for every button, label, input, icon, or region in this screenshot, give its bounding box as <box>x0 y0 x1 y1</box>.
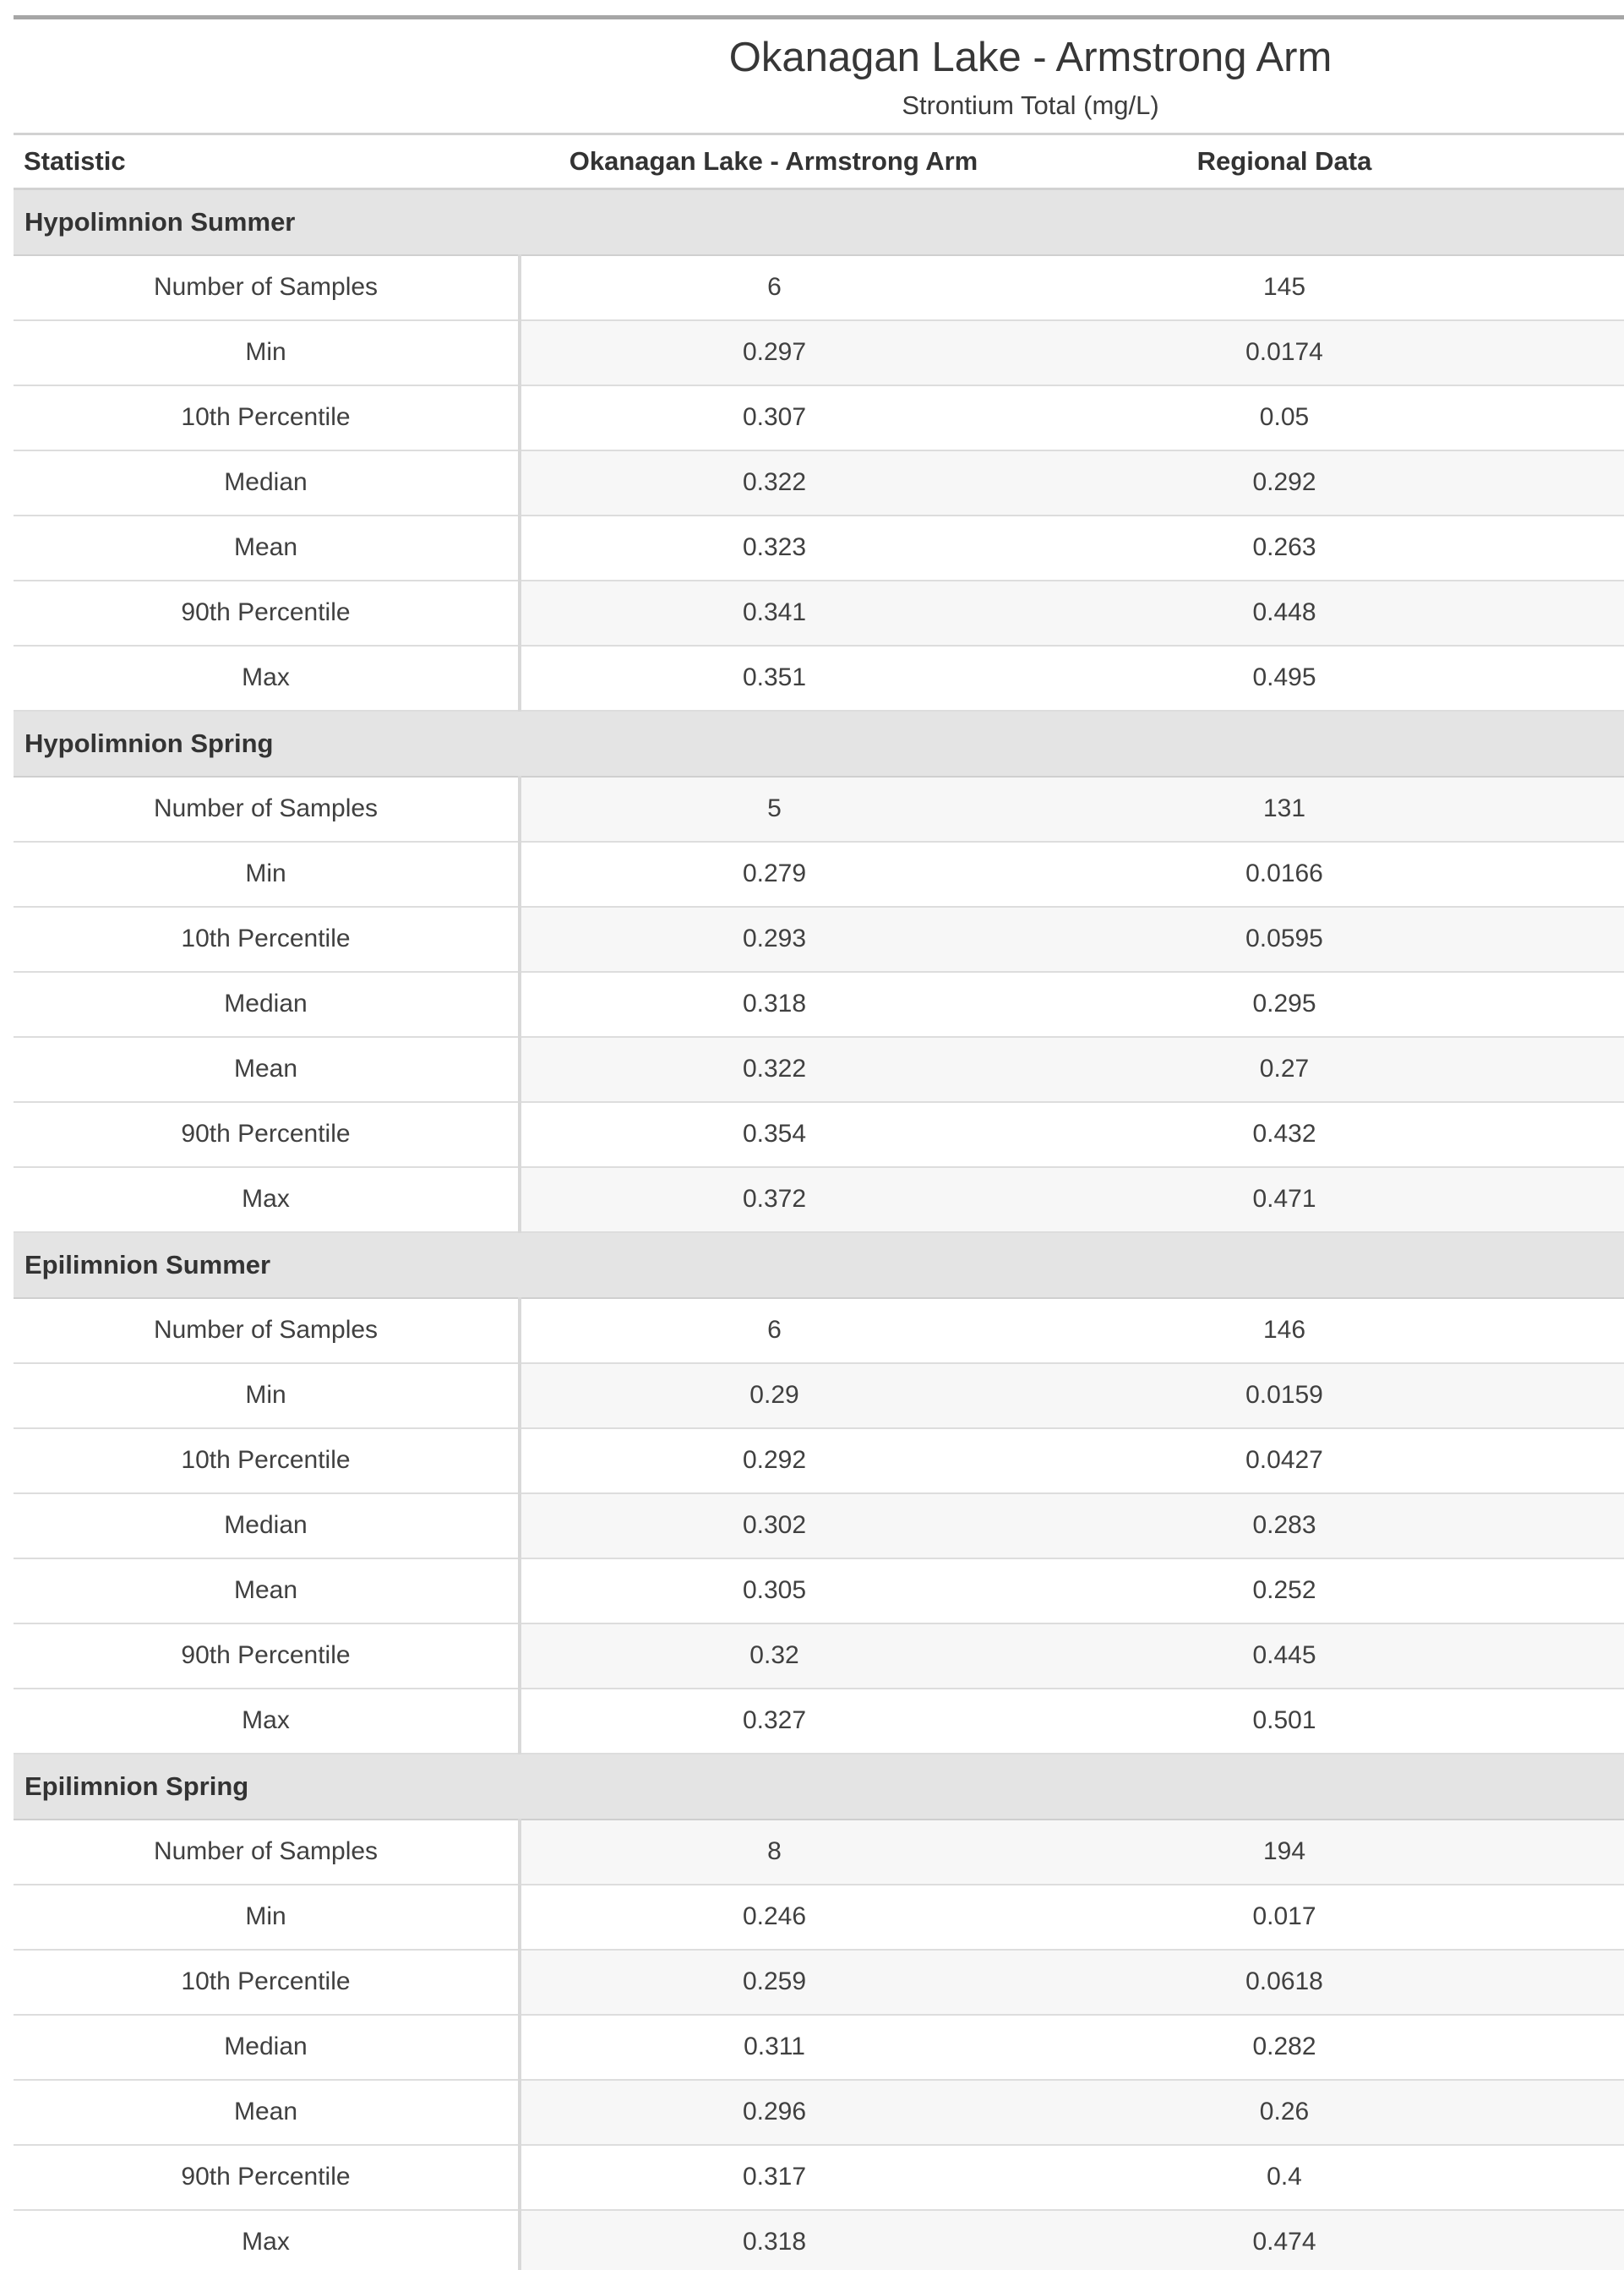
regional-value-cell: 0.252 <box>1027 1558 1541 1623</box>
regional-value-cell: 0.0174 <box>1027 320 1541 385</box>
table-row <box>14 2210 1624 2270</box>
statistic-cell: Median <box>14 1493 520 1558</box>
filler-cell <box>1541 255 1624 320</box>
page-subtitle: Strontium Total (mg/L) <box>902 90 1159 120</box>
site-value-cell: 0.279 <box>520 842 1027 907</box>
site-value-cell: 0.297 <box>520 320 1027 385</box>
statistic-cell: Min <box>14 1363 520 1428</box>
site-value-cell: 0.341 <box>520 581 1027 646</box>
column-header-statistic: Statistic <box>14 135 520 189</box>
statistic-cell: Mean <box>14 516 520 581</box>
site-value-cell: 0.293 <box>520 907 1027 972</box>
filler-cell <box>1541 1623 1624 1689</box>
regional-value-cell: 0.0618 <box>1027 1950 1541 2015</box>
table-row <box>14 1820 1624 1885</box>
statistic-cell: 90th Percentile <box>14 1102 520 1167</box>
statistic-cell: Mean <box>14 1558 520 1623</box>
section-label: Epilimnion Summer <box>14 1232 1624 1298</box>
table-row <box>14 2015 1624 2080</box>
column-header-filler <box>1541 135 1624 189</box>
statistic-cell: 90th Percentile <box>14 1623 520 1689</box>
statistic-cell: Number of Samples <box>14 1820 520 1885</box>
section-header-row <box>14 711 1624 777</box>
table-row <box>14 255 1624 320</box>
filler-cell <box>1541 2015 1624 2080</box>
regional-value-cell: 145 <box>1027 255 1541 320</box>
regional-value-cell: 0.4 <box>1027 2145 1541 2210</box>
site-value-cell: 0.302 <box>520 1493 1027 1558</box>
regional-value-cell: 0.017 <box>1027 1885 1541 1950</box>
filler-cell <box>1541 1885 1624 1950</box>
table-row <box>14 1428 1624 1493</box>
statistic-cell: Median <box>14 2015 520 2080</box>
regional-value-cell: 131 <box>1027 777 1541 842</box>
filler-cell <box>1541 1493 1624 1558</box>
statistic-cell: Number of Samples <box>14 255 520 320</box>
filler-cell <box>1541 646 1624 711</box>
filler-cell <box>1541 1689 1624 1754</box>
statistic-cell: Median <box>14 972 520 1037</box>
table-row <box>14 1037 1624 1102</box>
filler-cell <box>1541 2080 1624 2145</box>
filler-cell <box>1541 581 1624 646</box>
table-row <box>14 385 1624 450</box>
statistic-cell: 10th Percentile <box>14 385 520 450</box>
table-row <box>14 972 1624 1037</box>
site-value-cell: 0.29 <box>520 1363 1027 1428</box>
filler-cell <box>1541 1363 1624 1428</box>
statistic-cell: Min <box>14 842 520 907</box>
column-header-row <box>14 135 1624 189</box>
site-value-cell: 0.327 <box>520 1689 1027 1754</box>
regional-value-cell: 0.495 <box>1027 646 1541 711</box>
table-row <box>14 2080 1624 2145</box>
filler-cell <box>1541 1102 1624 1167</box>
table-row <box>14 1689 1624 1754</box>
statistic-cell: Mean <box>14 1037 520 1102</box>
filler-cell <box>1541 1428 1624 1493</box>
title-inner <box>520 33 1541 121</box>
statistic-cell: Max <box>14 2210 520 2270</box>
filler-cell <box>1541 842 1624 907</box>
regional-value-cell: 0.0595 <box>1027 907 1541 972</box>
regional-value-cell: 0.0427 <box>1027 1428 1541 1493</box>
table-header <box>14 135 1624 189</box>
table-row <box>14 1623 1624 1689</box>
section-header-row <box>14 189 1624 255</box>
statistic-cell: 90th Percentile <box>14 2145 520 2210</box>
statistic-cell: 10th Percentile <box>14 1428 520 1493</box>
table-row <box>14 581 1624 646</box>
table-section <box>14 711 1624 1232</box>
table-row <box>14 320 1624 385</box>
regional-value-cell: 0.445 <box>1027 1623 1541 1689</box>
table-row <box>14 516 1624 581</box>
table-row <box>14 842 1624 907</box>
section-header-row <box>14 1754 1624 1820</box>
stats-report <box>14 0 1624 2270</box>
site-value-cell: 0.292 <box>520 1428 1027 1493</box>
section-label: Epilimnion Spring <box>14 1754 1624 1820</box>
table-row <box>14 1558 1624 1623</box>
table-row <box>14 1298 1624 1363</box>
site-value-cell: 6 <box>520 255 1027 320</box>
regional-value-cell: 146 <box>1027 1298 1541 1363</box>
site-value-cell: 0.351 <box>520 646 1027 711</box>
filler-cell <box>1541 1950 1624 2015</box>
site-value-cell: 0.305 <box>520 1558 1027 1623</box>
statistic-cell: Min <box>14 320 520 385</box>
regional-value-cell: 0.05 <box>1027 385 1541 450</box>
filler-cell <box>1541 972 1624 1037</box>
site-value-cell: 0.372 <box>520 1167 1027 1232</box>
site-value-cell: 0.317 <box>520 2145 1027 2210</box>
site-value-cell: 0.354 <box>520 1102 1027 1167</box>
filler-cell <box>1541 385 1624 450</box>
statistic-cell: 10th Percentile <box>14 1950 520 2015</box>
statistic-cell: 90th Percentile <box>14 581 520 646</box>
table-row <box>14 1493 1624 1558</box>
regional-value-cell: 0.448 <box>1027 581 1541 646</box>
regional-value-cell: 0.282 <box>1027 2015 1541 2080</box>
table-row <box>14 777 1624 842</box>
statistic-cell: Mean <box>14 2080 520 2145</box>
site-value-cell: 0.322 <box>520 1037 1027 1102</box>
statistic-cell: Min <box>14 1885 520 1950</box>
filler-cell <box>1541 1167 1624 1232</box>
filler-cell <box>1541 777 1624 842</box>
filler-cell <box>1541 1820 1624 1885</box>
filler-cell <box>1541 450 1624 516</box>
site-value-cell: 0.246 <box>520 1885 1027 1950</box>
site-value-cell: 0.318 <box>520 972 1027 1037</box>
site-value-cell: 0.32 <box>520 1623 1027 1689</box>
statistic-cell: Median <box>14 450 520 516</box>
table-row <box>14 1363 1624 1428</box>
statistic-cell: Number of Samples <box>14 1298 520 1363</box>
table-row <box>14 1167 1624 1232</box>
statistic-cell: Max <box>14 646 520 711</box>
section-label: Hypolimnion Spring <box>14 711 1624 777</box>
site-value-cell: 0.318 <box>520 2210 1027 2270</box>
regional-value-cell: 0.26 <box>1027 2080 1541 2145</box>
statistic-cell: Max <box>14 1167 520 1232</box>
table-section <box>14 1754 1624 2270</box>
table-row <box>14 1950 1624 2015</box>
filler-cell <box>1541 1558 1624 1623</box>
site-value-cell: 8 <box>520 1820 1027 1885</box>
site-value-cell: 0.323 <box>520 516 1027 581</box>
filler-cell <box>1541 2145 1624 2210</box>
regional-value-cell: 0.292 <box>1027 450 1541 516</box>
section-header-row <box>14 1232 1624 1298</box>
site-value-cell: 6 <box>520 1298 1027 1363</box>
site-value-cell: 5 <box>520 777 1027 842</box>
regional-value-cell: 0.263 <box>1027 516 1541 581</box>
filler-cell <box>1541 1298 1624 1363</box>
regional-value-cell: 0.474 <box>1027 2210 1541 2270</box>
table-row <box>14 450 1624 516</box>
table-row <box>14 1102 1624 1167</box>
section-label: Hypolimnion Summer <box>14 189 1624 255</box>
statistic-cell: 10th Percentile <box>14 907 520 972</box>
regional-value-cell: 0.471 <box>1027 1167 1541 1232</box>
site-value-cell: 0.296 <box>520 2080 1027 2145</box>
filler-cell <box>1541 907 1624 972</box>
regional-value-cell: 0.27 <box>1027 1037 1541 1102</box>
title-block <box>14 19 1624 135</box>
regional-value-cell: 194 <box>1027 1820 1541 1885</box>
filler-cell <box>1541 1037 1624 1102</box>
regional-value-cell: 0.432 <box>1027 1102 1541 1167</box>
filler-cell <box>1541 516 1624 581</box>
column-header-site: Okanagan Lake - Armstrong Arm <box>520 135 1027 189</box>
statistics-table <box>14 135 1624 2270</box>
statistic-cell: Max <box>14 1689 520 1754</box>
regional-value-cell: 0.501 <box>1027 1689 1541 1754</box>
table-row <box>14 2145 1624 2210</box>
regional-value-cell: 0.0159 <box>1027 1363 1541 1428</box>
table-row <box>14 646 1624 711</box>
column-header-regional: Regional Data <box>1027 135 1541 189</box>
site-value-cell: 0.259 <box>520 1950 1027 2015</box>
regional-value-cell: 0.283 <box>1027 1493 1541 1558</box>
site-value-cell: 0.307 <box>520 385 1027 450</box>
table-row <box>14 1885 1624 1950</box>
filler-cell <box>1541 320 1624 385</box>
table-row <box>14 907 1624 972</box>
regional-value-cell: 0.295 <box>1027 972 1541 1037</box>
table-section <box>14 1232 1624 1754</box>
page-title: Okanagan Lake - Armstrong Arm <box>728 35 1332 80</box>
site-value-cell: 0.311 <box>520 2015 1027 2080</box>
regional-value-cell: 0.0166 <box>1027 842 1541 907</box>
filler-cell <box>1541 2210 1624 2270</box>
site-value-cell: 0.322 <box>520 450 1027 516</box>
table-section <box>14 189 1624 711</box>
statistic-cell: Number of Samples <box>14 777 520 842</box>
